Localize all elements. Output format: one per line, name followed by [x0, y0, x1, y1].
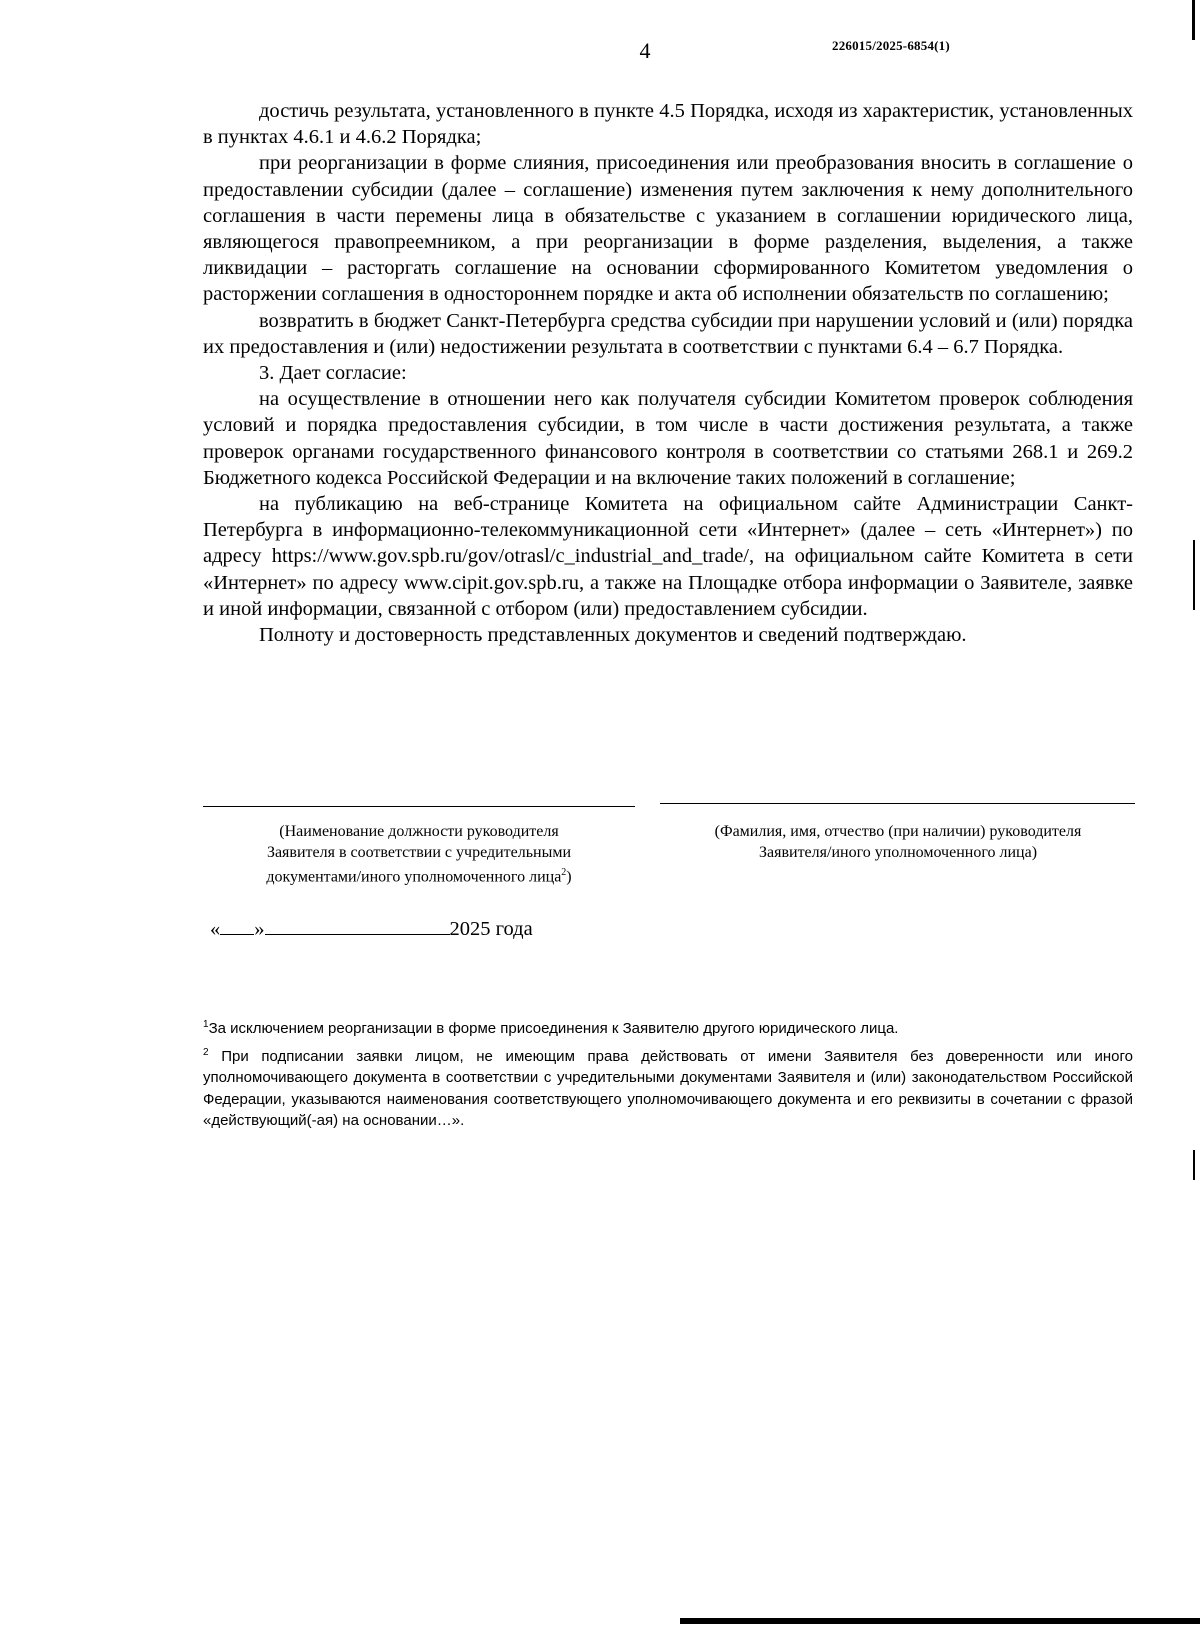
- caption-line: Заявителя в соответствии с учредительными: [266, 843, 572, 861]
- signature-line-name: [660, 803, 1135, 804]
- paragraph: при реорганизации в форме слияния, присоединения или преобразования вносить в соглашение о предоставлении субсидии (далее – соглашение) изменения путем заключения к нему дополнительного соглашения в части перемены лица в обязательстве с указанием в соглашении юридического лица, являющегося правопреемником, а при реорганизации в форме разделения, выделения, а также ликвидации – расторгать соглашение на основании сформированного Комитетом уведомления о расторжении соглашения в одностороннем порядке и акта об исполнении обязательств по соглашению;: [203, 152, 1133, 306]
- page-number: 4: [639, 38, 651, 63]
- date-open-quote: «: [210, 918, 221, 940]
- caption-line: (Фамилия, имя, отчество (при наличии) руководителя: [714, 823, 1082, 840]
- footnote-1: [203, 1014, 1133, 1040]
- date-close-quote: »: [254, 918, 265, 940]
- footnotes: [203, 1014, 1133, 1132]
- footnote-text: За исключением реорганизации в форме присоединения к Заявителю другого юридического лица.: [208, 1020, 899, 1037]
- footnote-mark: 2: [203, 1046, 209, 1058]
- footnote-text: При подписании заявки лицом, не имеющим права действовать от имени Заявителя без доверенности или иного уполномочивающего документа в соответствии с учредительными документами Заявителя и (или) законодательством Российской Федерации, указываются наименования соответствующего уполномочивающего документа и его реквизиты в сочетании с фразой «действующий(-ая) на основании…».: [203, 1047, 1134, 1129]
- scan-edge-mark: [680, 1618, 1200, 1624]
- scan-edge-mark: [1192, 0, 1195, 40]
- footnote-mark: 1: [203, 1019, 209, 1030]
- signature-caption-name: [648, 822, 1148, 863]
- caption-line: Заявителя/иного уполномоченного лица): [758, 843, 1038, 861]
- paragraph: на публикацию на веб-странице Комитета на официальном сайте Администрации Санкт-Петербурга в информационно-телекоммуникационной сети «Интернет» (далее – сеть «Интернет») по адресу https://www.gov.spb.ru/gov/otrasl/c_industrial_and_trade/, на официальном сайте Комитета в сети «Интернет» по адресу www.cipit.gov.spb.ru, а также на Площадке отбора информации о Заявителе, заявке и иной информации, связанной с отбором (или) предоставлением субсидии.: [203, 493, 1133, 620]
- scan-edge-mark: [1193, 540, 1195, 610]
- footnote-2: [203, 1042, 1133, 1132]
- date-line: [210, 916, 533, 941]
- footnote-ref: 2: [561, 867, 567, 878]
- day-blank: [220, 916, 254, 935]
- caption-line: (Наименование должности руководителя: [279, 823, 559, 840]
- month-blank: [265, 916, 450, 935]
- section-heading: 3. Дает согласие:: [259, 362, 407, 385]
- caption-text: ): [566, 868, 572, 886]
- signature-caption-position: [203, 822, 635, 888]
- body-text: [203, 98, 1133, 648]
- signature-line-position: [203, 806, 635, 807]
- caption-line: [203, 863, 635, 888]
- scan-edge-mark: [1193, 1150, 1195, 1180]
- paragraph: на осуществление в отношении него как получателя субсидии Комитетом проверок соблюдения условий и порядка предоставления субсидии, в том числе в части достижения результата, а также проверок органами государственного финансового контроля в соответствии со статьями 268.1 и 269.2 Бюджетного кодекса Российской Федерации и на включение таких положений в соглашение;: [203, 388, 1133, 489]
- document-id: 226015/2025-6854(1): [832, 38, 950, 53]
- confirmation-paragraph: Полноту и достоверность представленных документов и сведений подтверждаю.: [259, 624, 967, 647]
- paragraph: достичь результата, установленного в пункте 4.5 Порядка, исходя из характеристик, установленных в пунктах 4.6.1 и 4.6.2 Порядка;: [203, 100, 1133, 149]
- caption-text: документами/иного уполномоченного лица: [266, 868, 562, 886]
- date-year: 2025 года: [449, 918, 533, 940]
- paragraph: возвратить в бюджет Санкт-Петербурга средства субсидии при нарушении условий и (или) порядка их предоставления и (или) недостижении результата в соответствии с пунктами 6.4 – 6.7 Порядка.: [203, 309, 1133, 358]
